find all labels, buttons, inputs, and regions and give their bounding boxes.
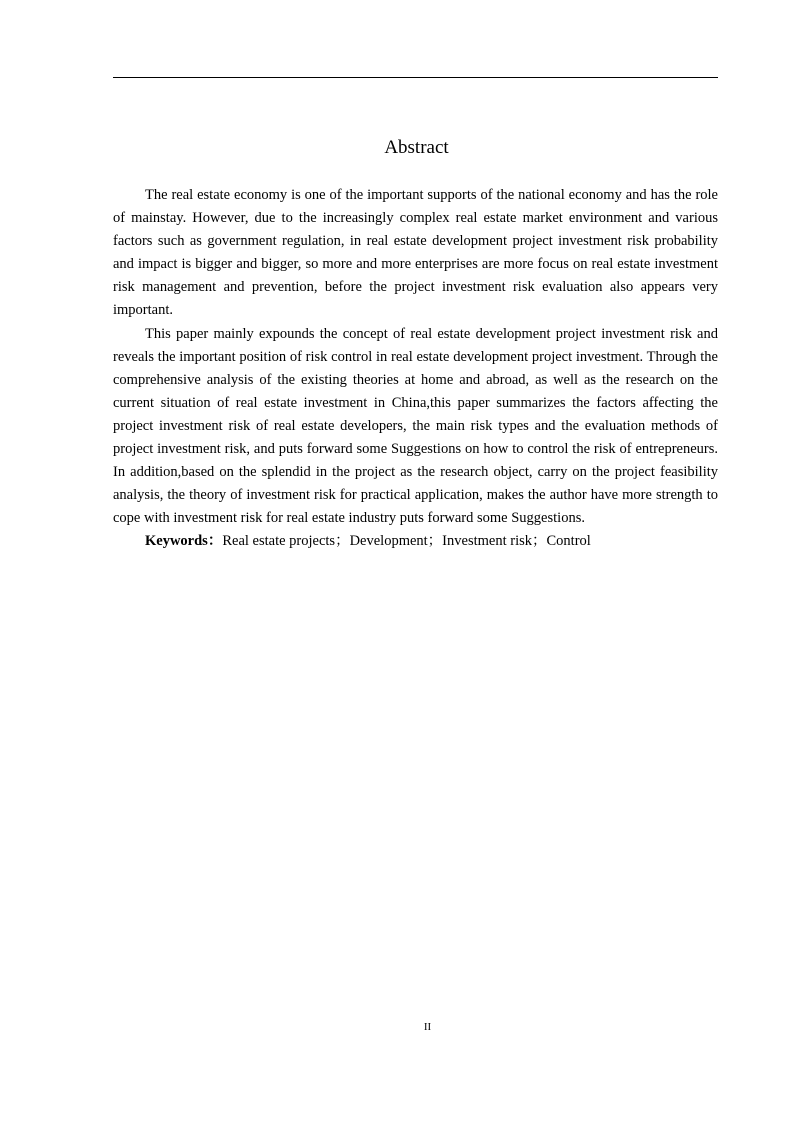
- keywords-text: Real estate projects；Development；Investment risk；Control: [222, 533, 591, 550]
- page-number: II: [423, 1021, 432, 1033]
- keywords-label: Keywords：: [145, 533, 223, 550]
- keywords-line: [113, 530, 718, 553]
- abstract-body: [113, 184, 718, 554]
- abstract-paragraph-2: This paper mainly expounds the concept of real estate development project investment risk and reveals the important position of risk control in real estate development project investment. Through the comprehensive analysis of the existing theories at home and abroad, as well as the research on the current situation of real estate investment in China,this paper summarizes the factors affecting the project investment risk of real estate developers, the main risk types and the evaluation methods of project investment risk, and puts forward some Suggestions on how to control the risk of entrepreneurs. In addition,based on the splendid in the project as the research object, carry on the project feasibility analysis, the theory of investment risk for practical application, makes the author have more strength to cope with investment risk for real estate industry puts forward some Suggestions.: [113, 325, 718, 527]
- page-title: Abstract: [384, 137, 449, 158]
- abstract-paragraph-1: The real estate economy is one of the important supports of the national economy and has the role of mainstay. However, due to the increasingly complex real estate market environment and various factors such as government regulation, in real estate development project investment risk probability and impact is bigger and bigger, so more and more enterprises are more focus on real estate investment risk management and prevention, before the project investment risk evaluation also appears very important.: [113, 187, 718, 319]
- header-rule: [113, 77, 718, 78]
